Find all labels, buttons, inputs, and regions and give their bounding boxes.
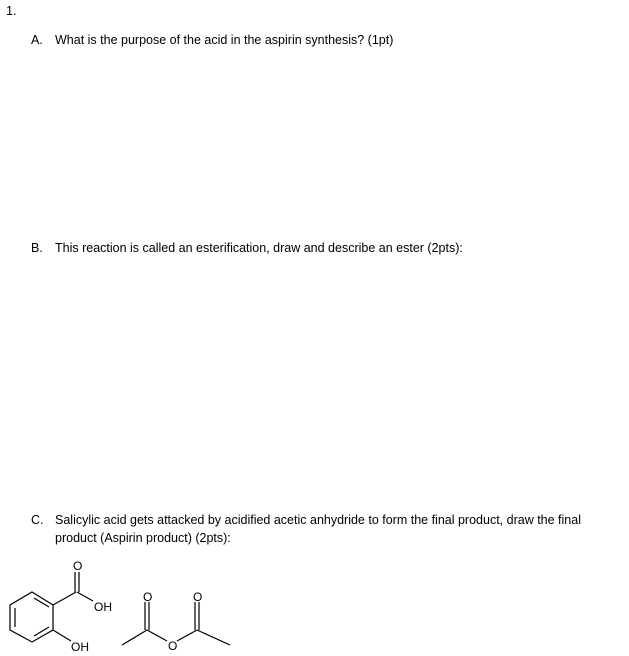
anhydride-carbonyl-o1-label: O: [143, 590, 153, 604]
carbonyl-o-label: O: [73, 559, 83, 573]
part-c-letter: C.: [31, 513, 44, 527]
part-b-letter: B.: [31, 241, 43, 255]
carboxyl-oh-label: OH: [94, 600, 112, 614]
part-b-question: This reaction is called an esterification, draw and describe an ester (2pts):: [55, 241, 463, 255]
part-c-question-line2: product (Aspirin product) (2pts):: [55, 531, 231, 545]
anhydride-bridge-o-label: O: [168, 639, 178, 653]
part-a-question: What is the purpose of the acid in the aspirin synthesis? (1pt): [55, 33, 394, 47]
salicylic-acid-structure: [10, 572, 93, 642]
anhydride-carbonyl-o2-label: O: [193, 590, 203, 604]
phenol-oh-label: OH: [71, 640, 89, 654]
part-c-question-line1: Salicylic acid gets attacked by acidified acetic anhydride to form the final product, draw the final: [55, 513, 581, 527]
question-number: 1.: [6, 4, 17, 18]
part-a-letter: A.: [31, 33, 43, 47]
